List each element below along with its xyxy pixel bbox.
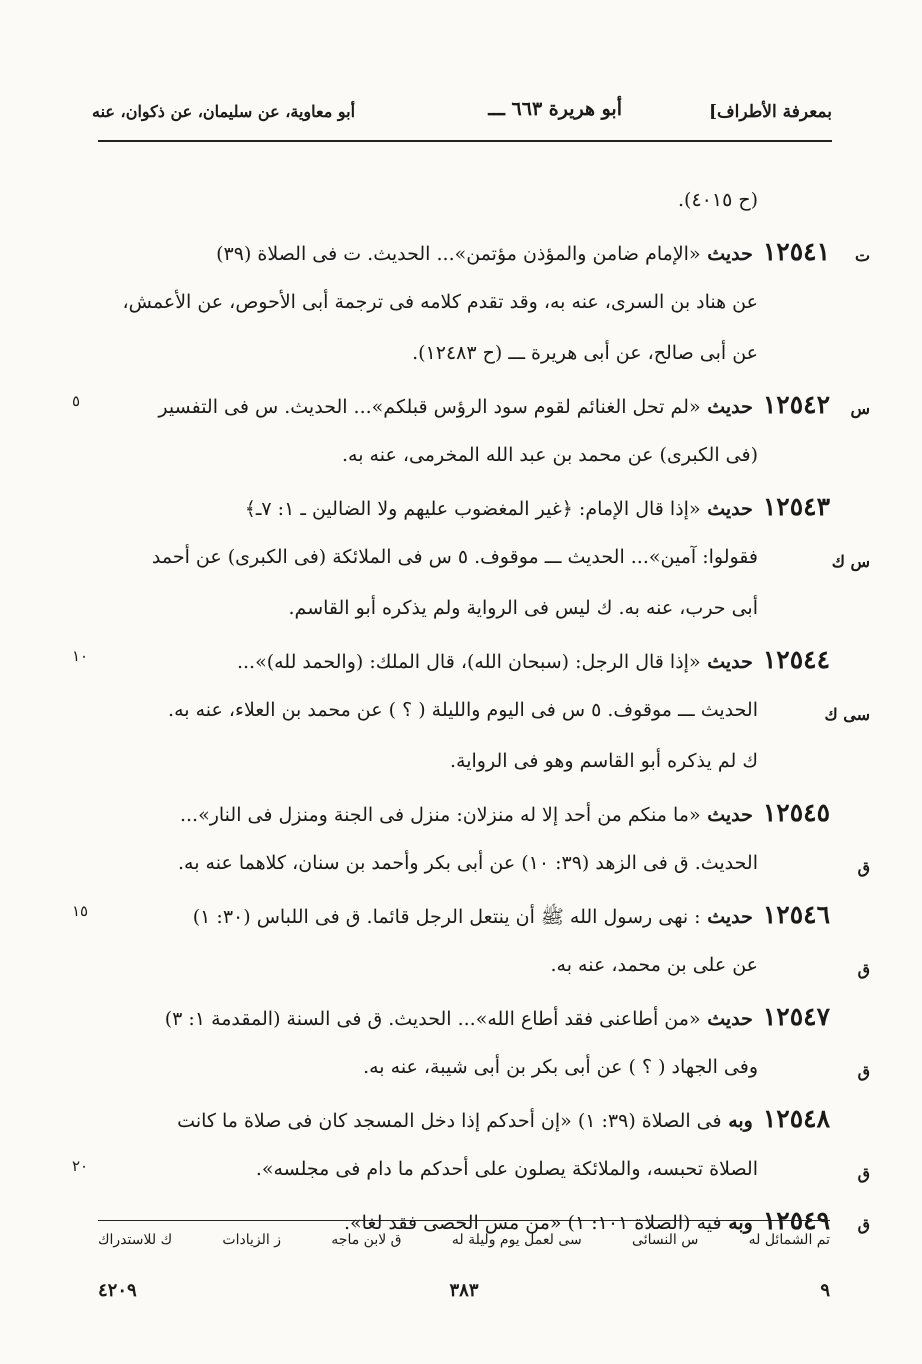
line-text: عن على بن محمد، عنه به. bbox=[550, 954, 758, 976]
text-line bbox=[98, 583, 830, 634]
margin-sigla: س bbox=[850, 399, 870, 418]
entry-number: ١٢٥٤٩ bbox=[762, 1206, 830, 1235]
hadith-entry-line bbox=[72, 634, 830, 685]
running-header bbox=[92, 96, 832, 136]
margin-sigla: سى ك bbox=[824, 705, 870, 724]
entry-keyword: حديث bbox=[700, 243, 753, 265]
footer-right: ٩ bbox=[820, 1280, 830, 1301]
footnote-legend bbox=[98, 1232, 830, 1258]
margin-sigla: ت bbox=[854, 246, 870, 265]
header-right: بمعرفة الأطراف] bbox=[708, 102, 832, 122]
line-text: فى الصلاة (٣٩: ١) «إن أحدكم إذا دخل المسجد كان فى صلاة ما كانت bbox=[177, 1110, 722, 1132]
text-line bbox=[98, 328, 830, 379]
hadith-entry-line bbox=[98, 991, 830, 1042]
entry-keyword: حديث bbox=[700, 651, 753, 673]
line-text: «الإمام ضامن والمؤذن مؤتمن»... الحديث. ت فى الصلاة (٣٩) bbox=[216, 243, 701, 265]
hadith-entry-line bbox=[98, 481, 830, 532]
line-text: الحديث ـــ موقوف. ٥ س فى اليوم والليلة ( ؟ ) عن محمد بن العلاء، عنه به. bbox=[168, 699, 758, 721]
line-text: «إذا قال الإمام: ﴿غير المغضوب عليهم ولا الضالين ـ ١: ٧ـ﴾ bbox=[244, 498, 701, 520]
entry-number: ١٢٥٤٤ bbox=[762, 645, 830, 674]
text-line bbox=[98, 532, 870, 583]
line-number-margin: ١٥ bbox=[72, 902, 89, 920]
line-text: فيه (الصلاة ١٠١: ١) «من مس الحصى فقد لغا». bbox=[343, 1212, 722, 1234]
footnote-item: سى لعمل يوم وليلة له bbox=[451, 1232, 582, 1248]
line-number-margin: ١٠ bbox=[72, 647, 89, 665]
hadith-entry-line bbox=[72, 889, 830, 940]
entry-keyword: حديث bbox=[700, 396, 753, 418]
line-text: الحديث. ق فى الزهد (٣٩: ١٠) عن أبى بكر وأحمد بن سنان، كلاهما عنه به. bbox=[178, 852, 758, 874]
header-left: أبو معاوية، عن سليمان، عن ذكوان، عنه bbox=[92, 102, 356, 121]
footnote-item: ق لابن ماجه bbox=[331, 1232, 402, 1248]
line-text: عن هناد بن السرى، عنه به، وقد تقدم كلامه فى ترجمة أبى الأحوص، عن الأعمش، bbox=[122, 291, 758, 313]
entry-number: ١٢٥٤٦ bbox=[762, 900, 830, 929]
hadith-entry-line bbox=[98, 1093, 830, 1144]
entry-keyword: حديث bbox=[700, 804, 753, 826]
line-text: ك لم يذكره أبو القاسم وهو فى الرواية. bbox=[450, 750, 758, 772]
footnote-item: س النسائى bbox=[632, 1232, 699, 1248]
hadith-entry-line bbox=[72, 379, 870, 430]
entry-keyword: وبه bbox=[721, 1110, 753, 1132]
line-text: «من أطاعنى فقد أطاع الله»... الحديث. ق فى السنة (المقدمة ١: ٣) bbox=[164, 1008, 701, 1030]
text-line bbox=[98, 430, 830, 481]
entry-keyword: حديث bbox=[700, 1008, 753, 1030]
text-line bbox=[98, 277, 830, 328]
text-line bbox=[98, 838, 870, 889]
entry-number: ١٢٥٤٥ bbox=[762, 798, 830, 827]
entry-keyword: حديث bbox=[700, 906, 753, 928]
entry-number: ١٢٥٤٧ bbox=[762, 1002, 830, 1031]
footer-left: ٤٢٠٩ bbox=[98, 1280, 137, 1301]
text-line bbox=[72, 1144, 870, 1195]
line-text: «ما منكم من أحد إلا له منزلان: منزل فى الجنة ومنزل فى النار»... bbox=[179, 804, 701, 826]
page-footer bbox=[98, 1280, 830, 1310]
text-line bbox=[98, 685, 870, 736]
margin-sigla: ق bbox=[857, 1062, 870, 1081]
text-line bbox=[98, 175, 830, 226]
margin-sigla: ق bbox=[857, 858, 870, 877]
margin-sigla: ق bbox=[857, 960, 870, 979]
line-text: «إذا قال الرجل: (سبحان الله)، قال الملك: (والحمد لله)»... bbox=[236, 651, 701, 673]
text-line bbox=[98, 736, 830, 787]
line-text: الصلاة تحبسه، والملائكة يصلون على أحدكم ما دام فى مجلسه». bbox=[255, 1158, 758, 1180]
margin-sigla: ق bbox=[857, 1215, 870, 1234]
text-line bbox=[98, 940, 870, 991]
header-rule bbox=[98, 140, 832, 142]
page-number: ٣٨٣ bbox=[449, 1280, 479, 1301]
line-text: : نهى رسول الله ﷺ أن ينتعل الرجل قائما. ق فى اللباس (٣٠: ١) bbox=[192, 906, 701, 928]
margin-sigla: س ك bbox=[831, 552, 870, 571]
line-number-margin: ٥ bbox=[72, 392, 81, 410]
margin-sigla: ق bbox=[857, 1164, 870, 1183]
footnote-item: ز الزيادات bbox=[222, 1232, 281, 1248]
footnote-item: تم الشمائل له bbox=[748, 1232, 830, 1248]
entry-number: ١٢٥٤٣ bbox=[762, 492, 830, 521]
line-text: (فى الكبرى) عن محمد بن عبد الله المخرمى، عنه به. bbox=[341, 444, 758, 466]
line-text: وفى الجهاد ( ؟ ) عن أبى بكر بن أبى شيبة، عنه به. bbox=[363, 1056, 758, 1078]
line-number-margin: ٢٠ bbox=[72, 1157, 89, 1175]
hadith-entry-line bbox=[98, 787, 830, 838]
header-center bbox=[488, 98, 622, 120]
footnote-item: ك للاستدراك bbox=[98, 1232, 173, 1248]
header-center-main: أبو هريرة ٦٦٣ ـــ bbox=[488, 98, 622, 120]
entry-keyword: وبه bbox=[721, 1212, 753, 1234]
line-text: عن أبى صالح، عن أبى هريرة ـــ (ح ١٢٤٨٣). bbox=[412, 342, 758, 364]
line-text: «لم تحل الغنائم لقوم سود الرؤس قبلكم»... الحديث. س فى التفسير bbox=[158, 396, 701, 418]
line-text: فقولوا: آمين»... الحديث ـــ موقوف. ٥ س فى الملائكة (فى الكبرى) عن أحمد bbox=[151, 546, 758, 568]
entry-number: ١٢٥٤٨ bbox=[762, 1104, 830, 1133]
text-line bbox=[98, 1042, 870, 1093]
entry-number: ١٢٥٤١ bbox=[762, 237, 830, 266]
entry-keyword: حديث bbox=[700, 498, 753, 520]
line-text: أبى حرب، عنه به. ك ليس فى الرواية ولم يذكره أبو القاسم. bbox=[288, 597, 758, 619]
hadith-entry-line bbox=[98, 226, 870, 277]
entry-number: ١٢٥٤٢ bbox=[762, 390, 830, 419]
line-text: (ح ٤٠١٥). bbox=[678, 189, 758, 211]
footnote-rule bbox=[98, 1220, 830, 1221]
hadith-list bbox=[72, 175, 870, 1246]
